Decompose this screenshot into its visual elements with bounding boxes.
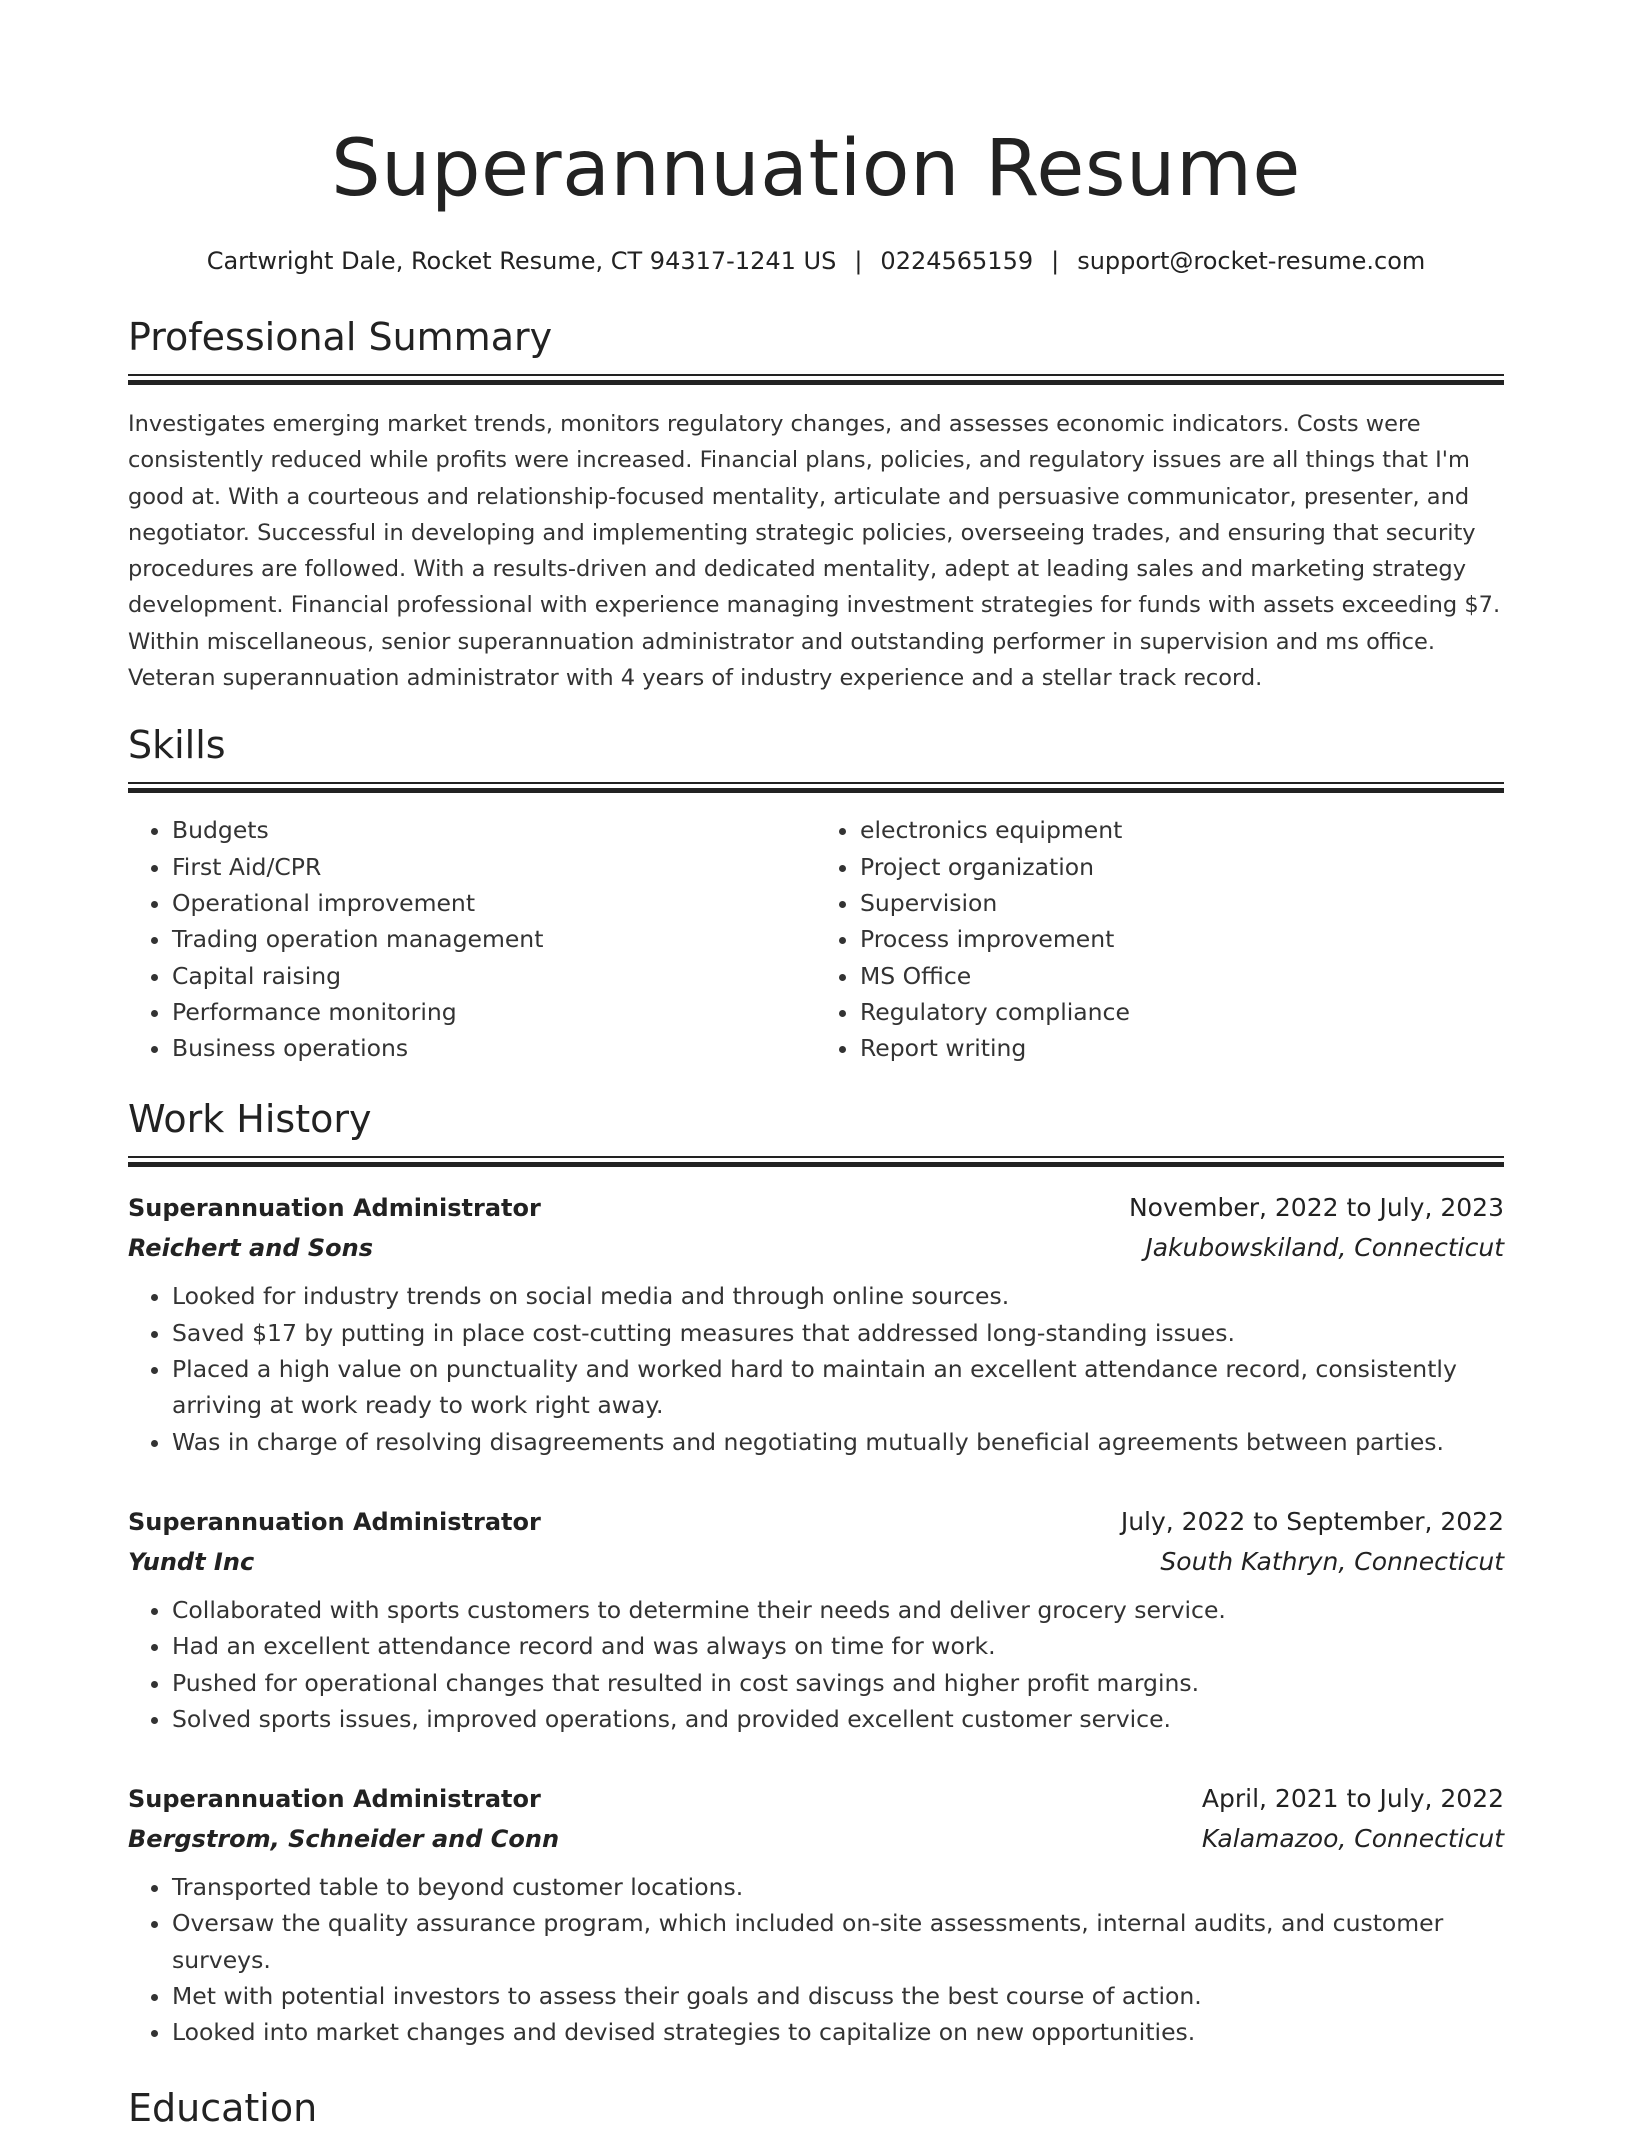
job-location: South Kathryn, Connecticut [1160,1546,1504,1576]
job-bullet: • Was in charge of resolving disagreements and negotiating mutually beneficial agreements between parties. [172,1424,1504,1460]
job-bullet: • Placed a high value on punctuality and worked hard to maintain an excellent attendance record, consistently arriving at work ready to work right away. [172,1351,1504,1424]
skill-item: • Performance monitoring [172,994,816,1030]
job-bullet: • Collaborated with sports customers to determine their needs and deliver grocery service. [172,1592,1504,1628]
contact-line [128,246,1504,276]
skill-item: • Supervision [860,885,1504,921]
job-entry [128,1502,1504,1737]
job-company: Bergstrom, Schneider and Conn [128,1825,560,1854]
contact-email[interactable]: support@rocket-resume.com [1077,247,1426,275]
job-bullets [128,1869,1504,2050]
contact-address: Cartwright Dale, Rocket Resume, CT 94317-1241 US [206,247,837,275]
job-bullet: • Oversaw the quality assurance program, which included on-site assessments, internal audits, and customer surveys. [172,1905,1504,1978]
summary-section [128,314,1504,696]
job-bullet: • Pushed for operational changes that resulted in cost savings and higher profit margins. [172,1665,1504,1701]
skills-right-column [816,812,1504,1066]
job-dates: April, 2021 to July, 2022 [1201,1784,1504,1814]
job-bullets [128,1592,1504,1737]
job-company: Reichert and Sons [128,1234,374,1263]
job-bullet: • Saved $17 by putting in place cost-cutting measures that addressed long-standing issues. [172,1315,1504,1351]
job-company-row [128,1542,1504,1582]
education-heading: Education [128,2085,318,2130]
work-history-section [128,1096,1504,2050]
skill-item: • Operational improvement [172,885,816,921]
skills-left-column [128,812,816,1066]
skill-item: • Regulatory compliance [860,994,1504,1030]
work-history-heading: Work History [128,1097,372,1142]
section-divider [128,1156,1504,1158]
job-bullet: • Looked into market changes and devised strategies to capitalize on new opportunities. [172,2014,1504,2050]
job-bullets [128,1278,1504,1459]
job-header-row [128,1188,1504,1228]
job-entry [128,1188,1504,1459]
skill-item: • electronics equipment [860,812,1504,848]
job-dates: November, 2022 to July, 2023 [1128,1193,1504,1223]
skill-item: • Business operations [172,1030,816,1066]
job-title: Superannuation Administrator [128,1785,541,1814]
skills-columns [128,812,1504,1066]
summary-text: Investigates emerging market trends, monitors regulatory changes, and assesses economic indicators. Costs were consistently reduced while profits were increased. Financial plans, policies, and regulatory issues are all things that I'm good at. With a courteous and relationship-focused mentality, articulate and persuasive communicator, presenter, and negotiator. Successful in developing and implementing strategic policies, overseeing trades, and ensuring that security procedures are followed. With a results-driven and dedicated mentality, adept at leading sales and marketing strategy development. Financial professional with experience managing investment strategies for funds with assets exceeding $7. Within miscellaneous, senior superannuation administrator and outstanding performer in supervision and ms office. Veteran superannuation administrator with 4 years of industry experience and a stellar track record. [128,411,1501,692]
resume-title: Superannuation Resume [331,124,1301,214]
education-section [128,2085,1504,2131]
contact-separator: | [1051,247,1060,275]
job-company-row [128,1819,1504,1859]
job-location: Kalamazoo, Connecticut [1201,1824,1504,1854]
job-header-row [128,1502,1504,1542]
job-title: Superannuation Administrator [128,1507,541,1536]
job-company: Yundt Inc [128,1547,255,1576]
job-dates: July, 2022 to September, 2022 [1120,1506,1504,1536]
job-bullet: • Looked for industry trends on social media and through online sources. [172,1278,1504,1314]
skill-item: • Budgets [172,812,816,848]
contact-separator: | [854,247,863,275]
skill-item: • Report writing [860,1030,1504,1066]
skill-item: • Capital raising [172,958,816,994]
job-header-row [128,1779,1504,1819]
job-company-row [128,1228,1504,1268]
job-bullet: • Transported table to beyond customer locations. [172,1869,1504,1905]
section-divider [128,782,1504,784]
job-bullet: • Had an excellent attendance record and was always on time for work. [172,1628,1504,1664]
job-bullet: • Solved sports issues, improved operations, and provided excellent customer service. [172,1701,1504,1737]
skill-item: • Trading operation management [172,921,816,957]
section-divider [128,374,1504,376]
job-entry [128,1779,1504,2050]
summary-heading: Professional Summary [128,315,553,359]
job-location: Jakubowskiland, Connecticut [1145,1233,1504,1263]
skill-item: • Process improvement [860,921,1504,957]
contact-phone: 0224565159 [880,247,1034,275]
job-title: Superannuation Administrator [128,1194,541,1223]
skill-item: • Project organization [860,849,1504,885]
skill-item: • First Aid/CPR [172,849,816,885]
skills-section [128,722,1504,1066]
skill-item: • MS Office [860,958,1504,994]
job-bullet: • Met with potential investors to assess their goals and discuss the best course of action. [172,1978,1504,2014]
skills-heading: Skills [128,723,226,768]
